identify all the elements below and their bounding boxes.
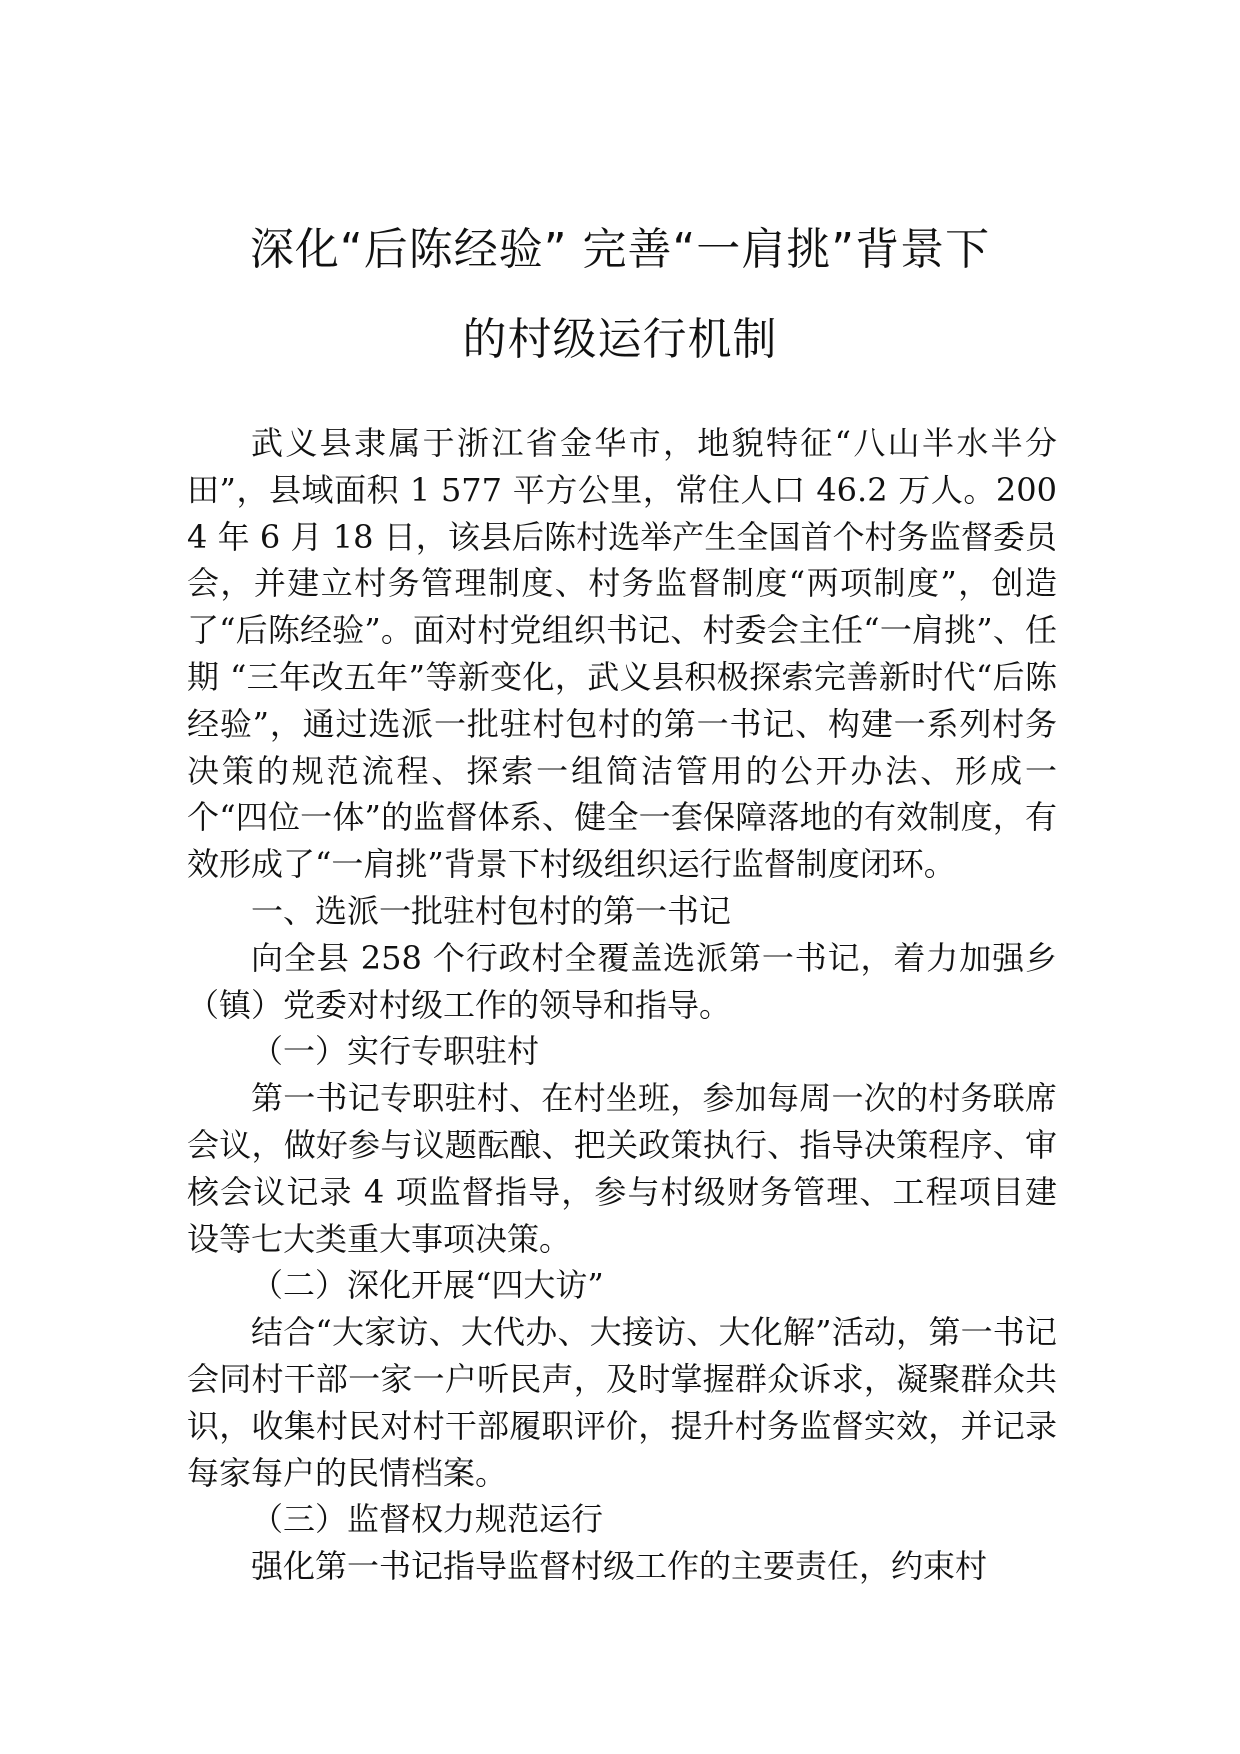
document-body <box>187 420 1057 1590</box>
document-title <box>150 205 1090 385</box>
title-line-2: 的村级运行机制 <box>462 314 778 365</box>
section-1-intro: 向全县 258 个行政村全覆盖选派第一书记，着力加强乡（镇）党委对村级工作的领导和指导。 <box>187 938 1057 1024</box>
subsection-2-text: 结合“大家访、大代办、大接访、大化解”活动，第一书记会同村干部一家一户听民声，及时掌握群众诉求，凝聚群众共识，收集村民对村干部履职评价，提升村务监督实效，并记录每家每户的民情档案。 <box>187 1313 1057 1492</box>
subsection-1-text: 第一书记专职驻村、在村坐班，参加每周一次的村务联席会议，做好参与议题酝酿、把关政策执行、指导决策程序、审核会议记录 4 项监督指导，参与村级财务管理、工程项目建设等七大类重大事项决策。 <box>187 1079 1057 1258</box>
title-line-1: 深化“后陈经验” 完善“一肩挑”背景下 <box>249 224 991 275</box>
subsection-1-heading: （一）实行专职驻村 <box>251 1032 540 1071</box>
subsection-2-heading: （二）深化开展“四大访” <box>251 1266 604 1305</box>
section-1-heading: 一、选派一批驻村包村的第一书记 <box>251 891 732 930</box>
subsection-3-heading: （三）监督权力规范运行 <box>251 1500 604 1539</box>
intro-paragraph: 武义县隶属于浙江省金华市，地貌特征“八山半水半分田”，县域面积 1 577 平方公里，常住人口 46.2 万人。2004 年 6 月 18 日，该县后陈村选举产生全国首个村务监督委员会，并建立村务管理制度、村务监督制度“两项制度”，创造了“后陈经验”。面对村党组织书记、村委会主任“一肩挑”、任期 “三年改五年”等新变化，武义县积极探索完善新时代“后陈经验”，通过选派一批驻村包村的第一书记、构建一系列村务决策的规范流程、探索一组简洁管用的公开办法、形成一个“四位一体”的监督体系、健全一套保障落地的有效制度，有效形成了“一肩挑”背景下村级组织运行监督制度闭环。 <box>187 424 1057 884</box>
subsection-3-text: 强化第一书记指导监督村级工作的主要责任，约束村 <box>251 1547 988 1586</box>
